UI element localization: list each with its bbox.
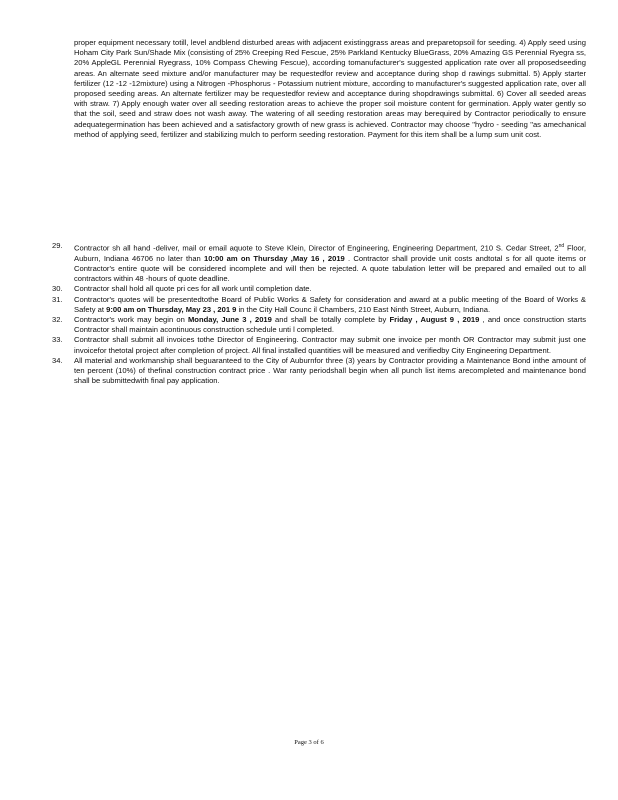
item-text: Contractor sh all hand -deliver, mail or email aquote to Steve Klein, Director of Engineering, Engineering Department, 210 S. Cedar Street, 2nd Floor, Auburn, Indiana 46706 no later than 10:00 am on Thursday ,May 16 , 2019 . Contractor shall provide unit costs andtotal s for all quote items or Contractor's entire quote will be considered incomplete and will then be rejected. A quote tabulation letter will be prepared and emailed out to all contractors within 48 -hours of quote deadline.: [74, 243, 586, 284]
list-item-34: [52, 356, 586, 387]
item-number: 30.: [52, 284, 63, 294]
numbered-list: [52, 241, 586, 386]
item-number: 29.: [52, 241, 63, 250]
item-text: Contractor's quotes will be presentedtothe Board of Public Works & Safety for consideration and award at a public meeting of the Board of Works & Safety at 9:00 am on Thursday, May 23 , 201 9 in the City Hall Counc il Chambers, 210 East Ninth Street, Auburn, Indiana.: [74, 294, 586, 314]
page-footer: Page 3 of 6: [294, 739, 324, 746]
list-item-31: [52, 295, 586, 315]
list-item-33: [52, 335, 586, 355]
list-item-30: [52, 284, 586, 294]
list-item-29: [52, 241, 586, 284]
item-number: 32.: [52, 314, 63, 324]
item-text: Contractor shall submit all invoices tothe Director of Engineering. Contractor may submit one invoice per month OR Contractor may submit just one invoicefor thetotal project after completion of project. All final installed quantities will be measured and verifiedby City Engineering Department.: [74, 335, 586, 355]
item-number: 34.: [52, 355, 63, 365]
item-text: All material and workmanship shall beguaranteed to the City of Auburnfor three (3) years by Contractor providing a Maintenance Bond inthe amount of ten percent (10%) of thefinal construction contract price . War ranty periodshall begin when all punch list items arecompleted and maintenance bond shall be submittedwith final pay application.: [74, 355, 586, 386]
continued-paragraph: proper equipment necessary totill, level andblend disturbed areas with adjacent existinggrass areas and preparetopsoil for seeding. 4) Apply seed using Hoham City Park Sun/Shade Mix (consisting of 25% Creeping Red Fescue, 25% Parkland Kentucky BlueGrass, 20% Amazing GS Perennial Ryegra ss, 20% AppleGL Perennial Ryegrass, 10% Compass Chewing Fescue), according tomanufacturer's suggested application rate over all proposedseeding areas. An alternate seed mixture and/or manufacturer may be requestedfor review and acceptance during shop d rawings submittal. 5) Apply starter fertilizer (12 -12 -12mixture) using a Nitrogen -Phosphorus - Potassium nutrient mixture, according to manufacturer's suggested application rate, over all proposed seeding areas. An alternate fertilizer may be requestedfor review and acceptance during shopdrawings submittal. 6) Cover all seeded areas with straw. 7) Apply enough water over all seeding restoration areas to achieve the proper soil moisture content for germination. Apply water gently so that the soil, seed and straw does not wash away. The watering of all seeding restoration areas may berequired by Contractor periodically to ensure adequategermination has been achieved and a satisfactory growth of new grass is achieved. Contractor may choose "hydro - seeding "as amechanical method of applying seed, fertilizer and stabilizing mulch to perform seeding restoration. Payment for this item shall be a lump sum unit cost.: [74, 38, 586, 139]
item-number: 33.: [52, 335, 63, 345]
item-text: Contractor's work may begin on Monday, June 3 , 2019 and shall be totally complete by Friday , August 9 , 2019 , and once construction starts Contractor shall maintain acontinuous construction schedule unti l completed.: [74, 314, 586, 335]
item-text: Contractor shall hold all quote pri ces for all work until completion date.: [74, 284, 312, 294]
list-item-32: [52, 315, 586, 335]
item-number: 31.: [52, 294, 63, 304]
